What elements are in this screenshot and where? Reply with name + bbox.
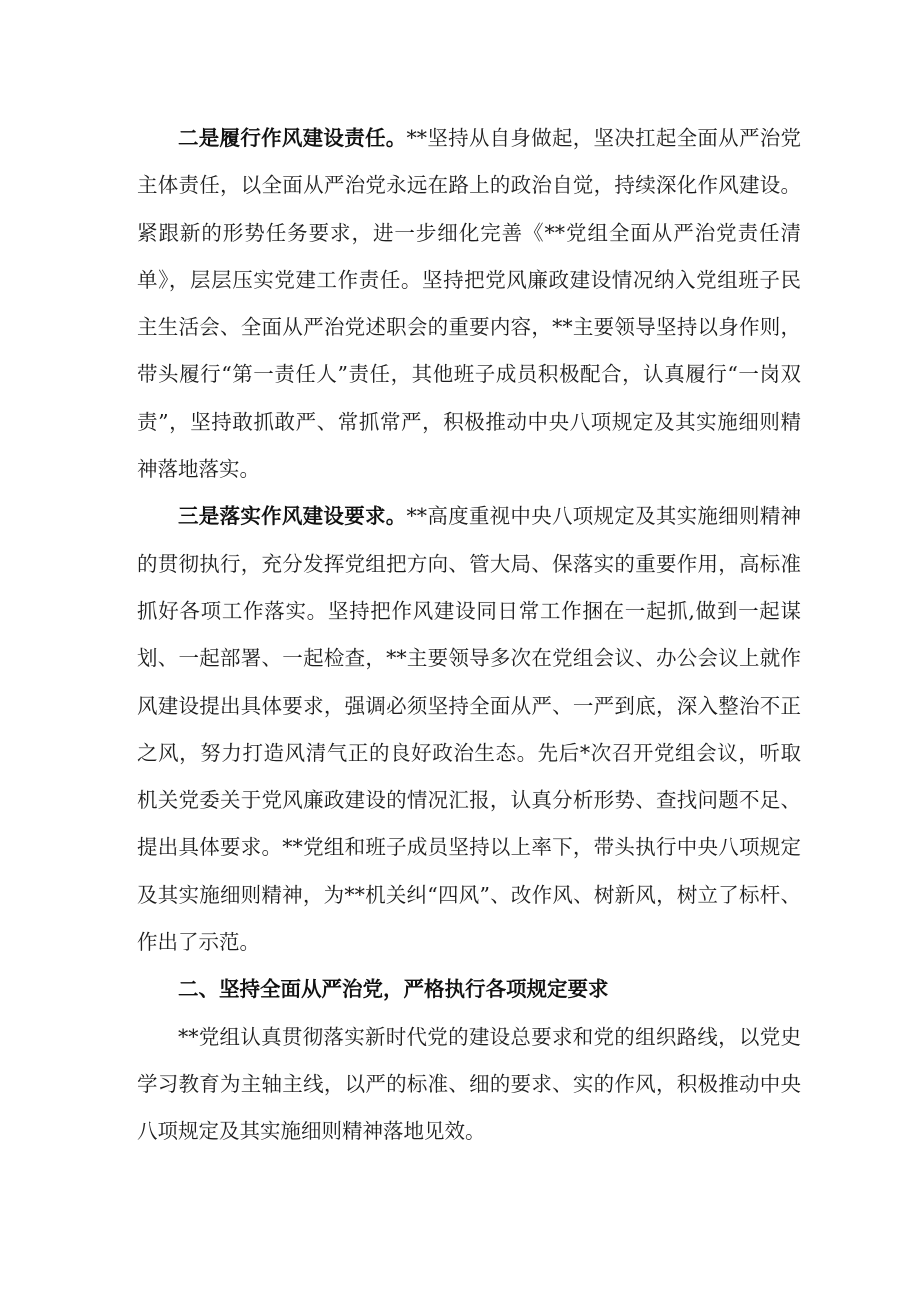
paragraph-fulfill-responsibility <box>137 115 801 493</box>
paragraph-body-text: **坚持从自身做起，坚决扛起全面从严治党主体责任，以全面从严治党永远在路上的政治自觉，持续深化作风建设。紧跟新的形势任务要求，进一步细化完善《**党组全面从严治党责任清单》，层层压实党建工作责任。坚持把党风廉政建设情况纳入党组班子民主生活会、全面从严治党述职会的重要内容，**主要领导坚持以身作则，带头履行“第一责任人”责任，其他班子成员积极配合，认真履行“一岗双责”，坚持敢抓敢严、常抓常严，积极推动中央八项规定及其实施细则精神落地落实。 <box>137 126 802 482</box>
paragraph-lead-title: 三是落实作风建设要求。 <box>178 504 407 529</box>
document-body <box>137 115 801 1156</box>
paragraph-lead-title: 二是履行作风建设责任。 <box>178 126 407 150</box>
paragraph-implement-requirements <box>137 493 801 966</box>
paragraph-body-text: **高度重视中央八项规定及其实施细则精神的贯彻执行，充分发挥党组把方向、管大局、保落实的重要作用，高标准抓好各项工作落实。坚持把作风建设同日常工作捆在一起抓,做到一起谋划、一起部署、一起检查，**主要领导多次在党组会议、办公会议上就作风建设提出具体要求，强调必须坚持全面从严、一严到底，深入整治不正之风，努力打造风清气正的良好政治生态。先后*次召开党组会议，听取机关党委关于党风廉政建设的情况汇报，认真分析形势、查找问题不足、提出具体要求。**党组和班子成员坚持以上率下，带头执行中央八项规定及其实施细则精神，为**机关纠“四风”、改作风、树新风，树立了标杆、作出了示范。 <box>137 504 802 955</box>
section-heading: 二、坚持全面从严治党，严格执行各项规定要求 <box>178 977 609 1002</box>
closing-paragraph: **党组认真贯彻落实新时代党的建设总要求和党的组织路线，以党史学习教育为主轴主线，以严的标准、细的要求、实的作风，积极推动中央八项规定及其实施细则精神落地见效。 <box>137 1024 801 1144</box>
